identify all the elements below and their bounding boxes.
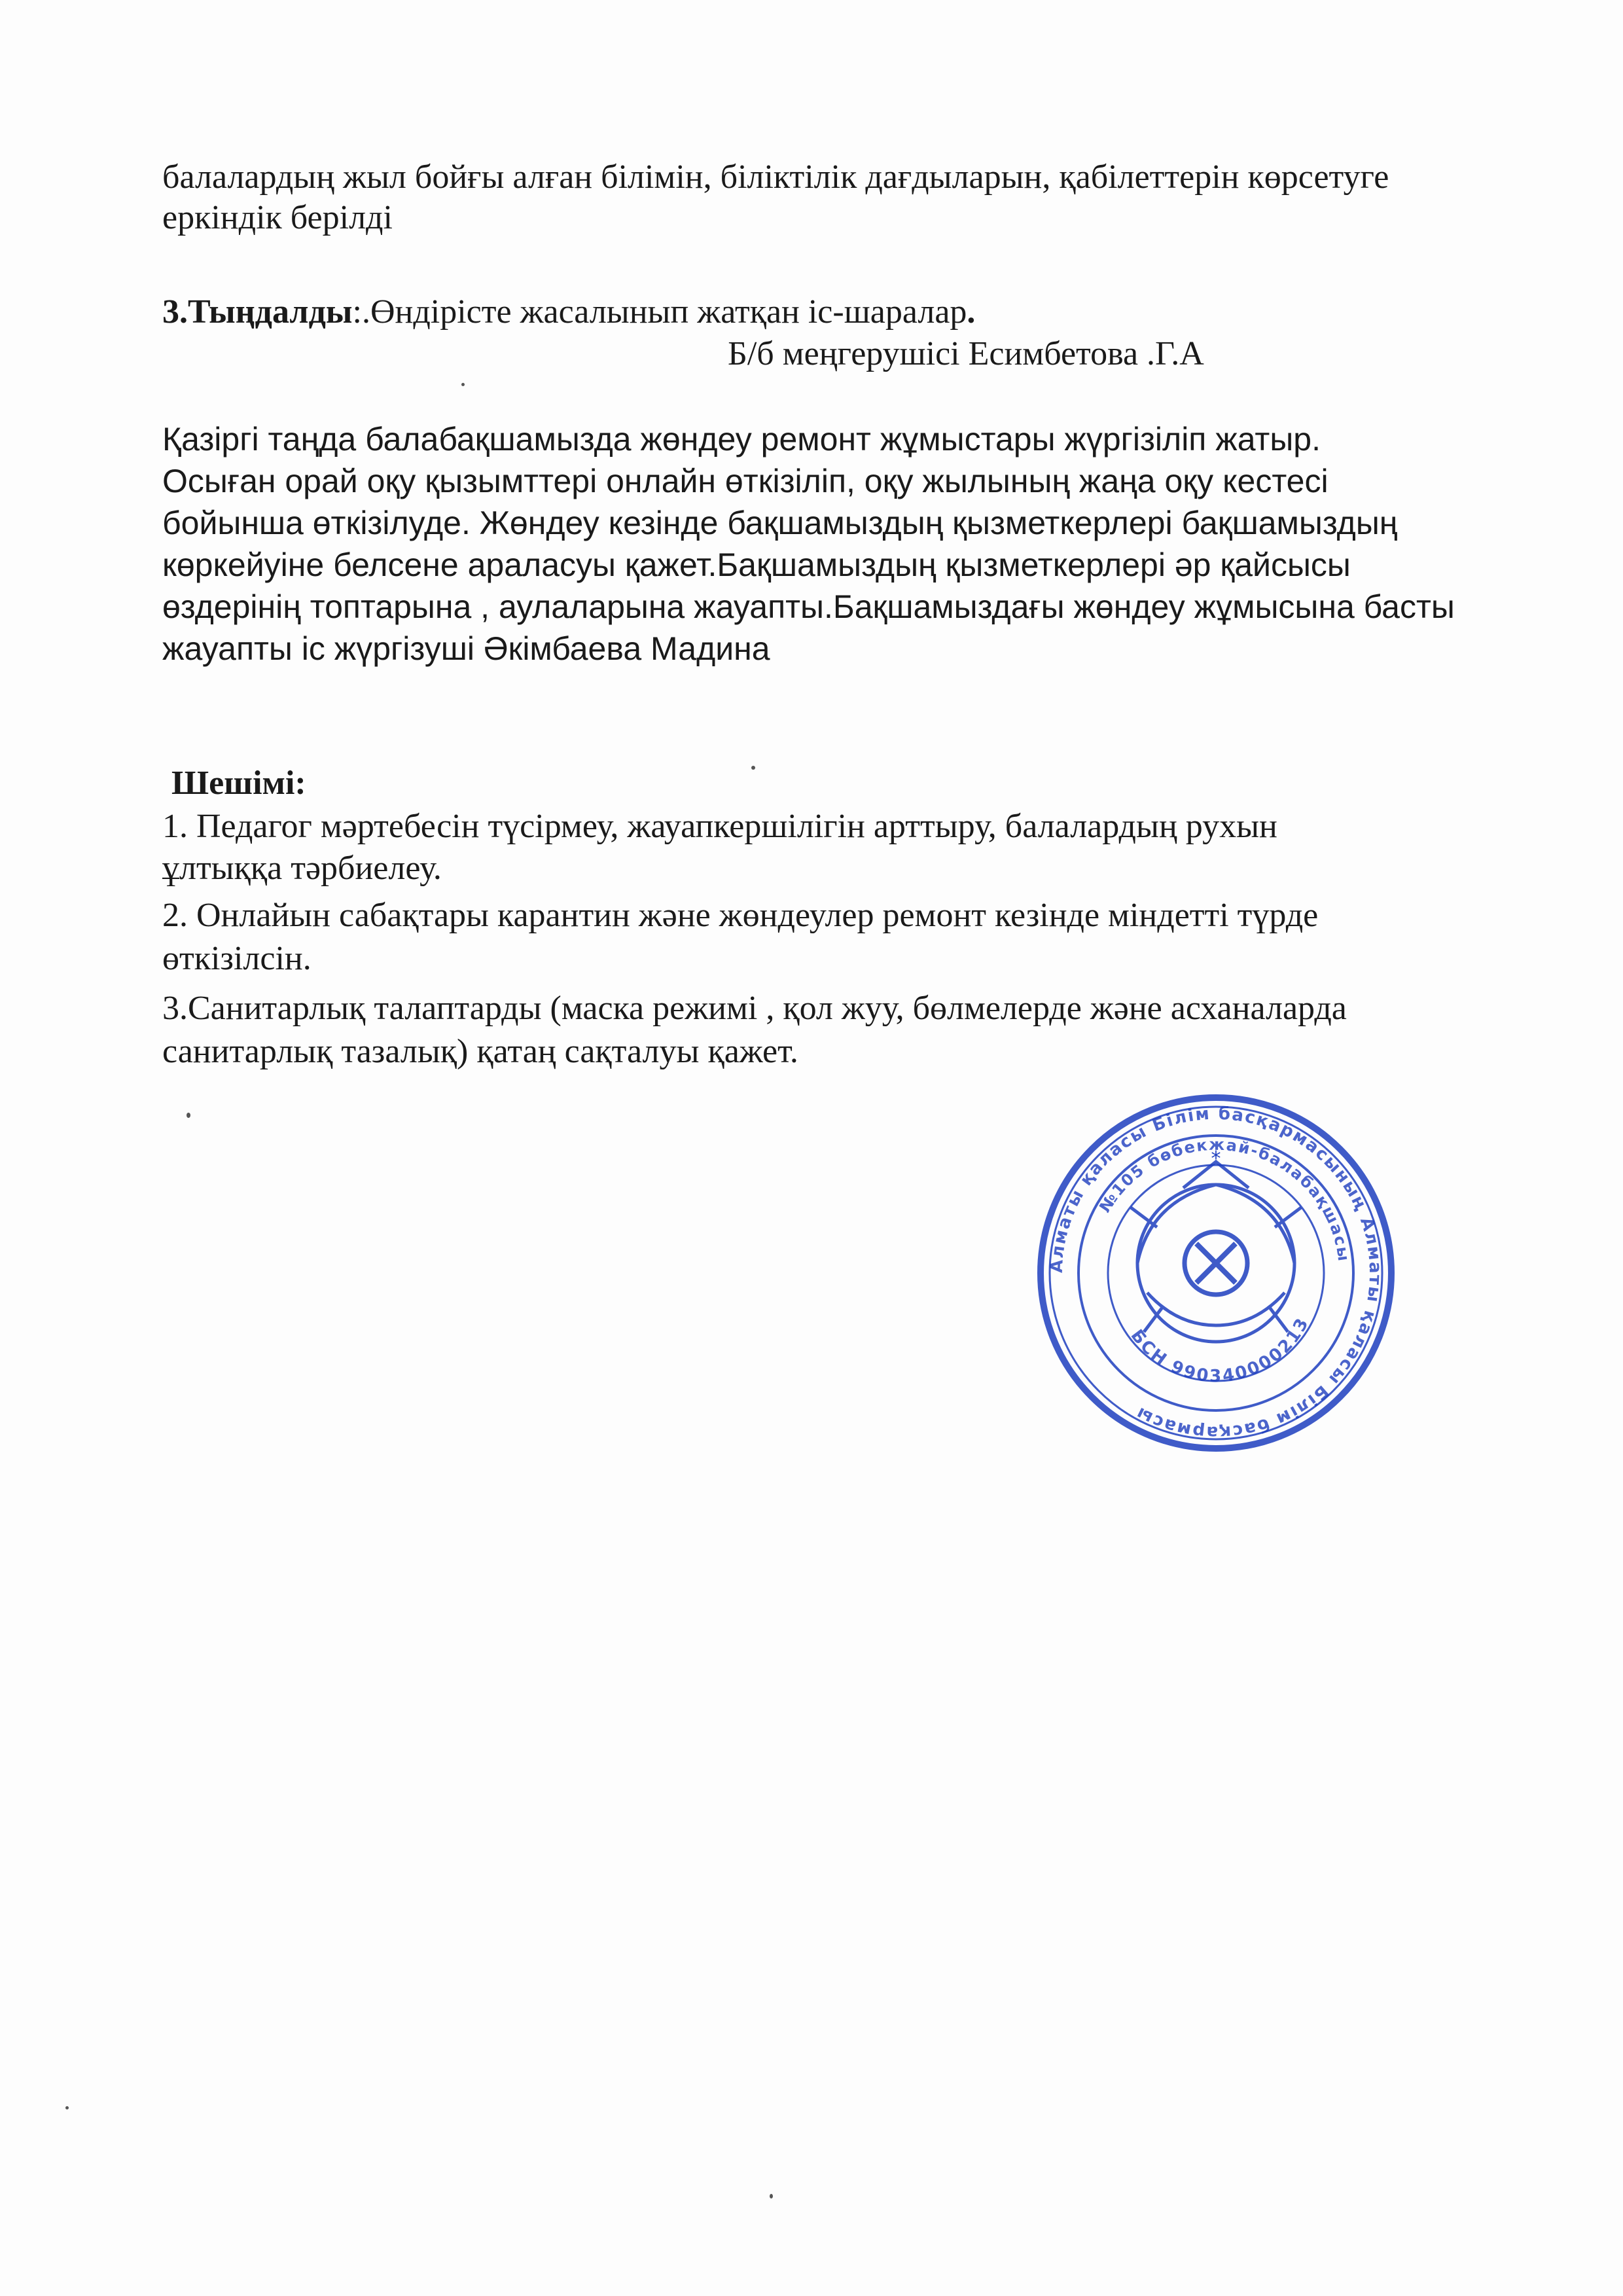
scan-speck bbox=[770, 2194, 773, 2198]
body-line-2: Осыған орай оқу қызымттері онлайн өткізіліп, оқу жылының жаңа оқу кестесі bbox=[162, 463, 1329, 499]
item3-speaker: Б/б меңгерушісі Есимбетова .Г.А bbox=[728, 335, 1204, 372]
decision-line-3: 2. Онлайын сабақтары карантин және жөндеулер ремонт кезінде міндетті түрде bbox=[162, 897, 1319, 934]
body-line-5: өздерінің топтарына , аулаларына жауапты.Бақшамыздағы жөндеу жұмысына басты bbox=[162, 588, 1455, 625]
body-line-6: жауапты іс жүргізуші Әкімбаева Мадина bbox=[162, 630, 770, 667]
decision-line-2: ұлтыққа тәрбиелеу. bbox=[162, 850, 442, 887]
decision-line-6: санитарлық тазалық) қатаң сақталуы қажет. bbox=[162, 1033, 798, 1070]
official-seal-stamp bbox=[1033, 1090, 1399, 1456]
stamp-inner-text: №105 бөбекжай-балабақшасы bbox=[1096, 1135, 1353, 1264]
intro-line-1: балалардың жыл бойғы алған білімін, біліктілік дағдыларын, қабілеттерін көрсетуге bbox=[162, 158, 1389, 196]
scan-speck bbox=[65, 2106, 69, 2109]
body-line-3: бойынша өткізілуде. Жөндеу кезінде бақшамыздың қызметкерлері бақшамыздың bbox=[162, 505, 1398, 541]
stamp-star-icon: * bbox=[1211, 1147, 1221, 1170]
item3-heading bbox=[162, 292, 975, 332]
state-emblem-icon bbox=[1131, 1162, 1301, 1342]
body-line-1: Қазіргі таңда балабақшамызда жөндеу ремонт жұмыстары жүргізіліп жатыр. bbox=[162, 421, 1321, 457]
item3-heading-end: . bbox=[967, 293, 976, 331]
stamp-bsn-text: БСН 990340000213 bbox=[1126, 1314, 1313, 1386]
stamp-outer-text: Алматы қаласы Білім басқармасының Алматы қаласы Білім басқармасы bbox=[1046, 1103, 1385, 1443]
item3-heading-text: :.Өндірісте жасалынып жатқан іс-шаралар bbox=[352, 293, 967, 331]
decision-heading: Шешімі: bbox=[171, 764, 306, 802]
intro-line-2: еркіндік берілді bbox=[162, 199, 393, 236]
scan-speck bbox=[751, 766, 755, 770]
decision-line-5: 3.Санитарлық талаптарды (маска режимі , қол жуу, бөлмелерде және асханаларда bbox=[162, 990, 1347, 1027]
body-line-4: көркейуіне белсене араласуы қажет.Бақшамыздың қызметкерлері әр қайсысы bbox=[162, 547, 1351, 583]
decision-line-4: өткізілсін. bbox=[162, 940, 312, 977]
scan-speck bbox=[187, 1113, 190, 1118]
item3-heading-label: 3.Тыңдалды bbox=[162, 293, 353, 331]
scan-speck bbox=[461, 383, 465, 386]
decision-line-1: 1. Педагог мәртебесін түсірмеу, жауапкершілігін арттыру, балалардың рухын bbox=[162, 808, 1277, 845]
